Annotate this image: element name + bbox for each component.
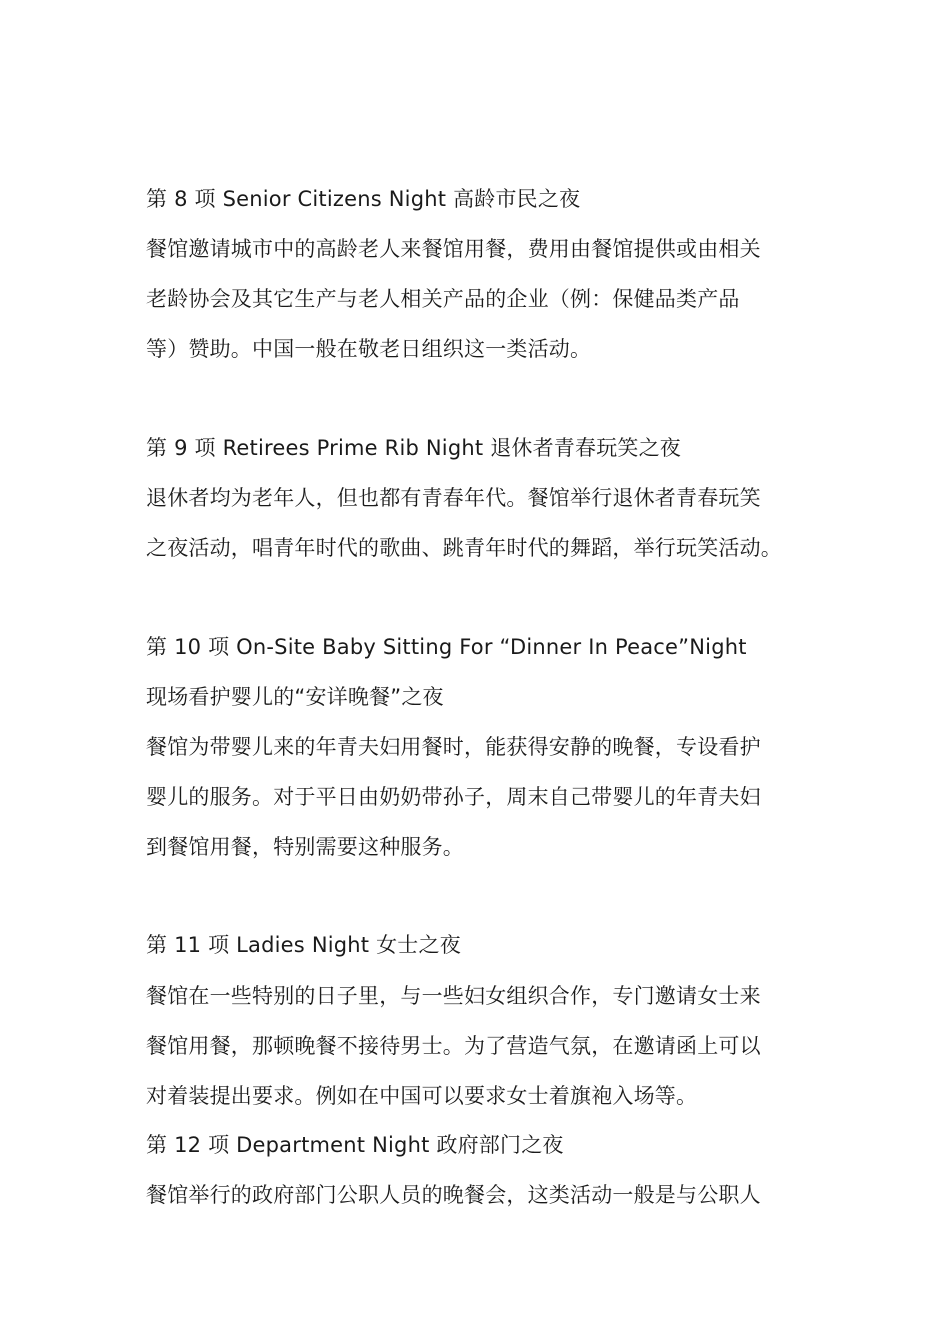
section-11-body-line-1: 餐馆在一些特别的日子里，与一些妇女组织合作，专门邀请女士来 bbox=[146, 984, 761, 1008]
section-12-body-line-1: 餐馆举行的政府部门公职人员的晚餐会，这类活动一般是与公职人 bbox=[146, 1183, 761, 1207]
section-11-heading: 第 11 项 Ladies Night 女士之夜 bbox=[146, 933, 461, 957]
section-10-heading: 第 10 项 On-Site Baby Sitting For “Dinner In Peace”Night bbox=[146, 635, 747, 659]
section-11-body-line-2: 餐馆用餐，那顿晚餐不接待男士。为了营造气氛，在邀请函上可以 bbox=[146, 1034, 761, 1058]
section-9-heading: 第 9 项 Retirees Prime Rib Night 退休者青春玩笑之夜 bbox=[146, 436, 681, 460]
section-12-heading: 第 12 项 Department Night 政府部门之夜 bbox=[146, 1133, 564, 1157]
section-8-body-line-2: 老龄协会及其它生产与老人相关产品的企业（例：保健品类产品 bbox=[146, 287, 740, 311]
section-8-body-line-3: 等）赞助。中国一般在敬老日组织这一类活动。 bbox=[146, 337, 592, 361]
section-8-body-line-1: 餐馆邀请城市中的高龄老人来餐馆用餐，费用由餐馆提供或由相关 bbox=[146, 237, 761, 261]
section-10-body-line-1: 餐馆为带婴儿来的年青夫妇用餐时，能获得安静的晚餐，专设看护 bbox=[146, 735, 761, 759]
section-9-body-line-1: 退休者均为老年人，但也都有青春年代。餐馆举行退休者青春玩笑 bbox=[146, 486, 761, 510]
section-10-body-line-2: 婴儿的服务。对于平日由奶奶带孙子，周末自己带婴儿的年青夫妇 bbox=[146, 785, 761, 809]
section-11-body-line-3: 对着装提出要求。例如在中国可以要求女士着旗袍入场等。 bbox=[146, 1084, 698, 1108]
section-10-heading-cn: 现场看护婴儿的“安详晚餐”之夜 bbox=[146, 685, 444, 709]
section-8-heading: 第 8 项 Senior Citizens Night 高龄市民之夜 bbox=[146, 187, 581, 211]
section-10-body-line-3: 到餐馆用餐，特别需要这种服务。 bbox=[146, 835, 464, 859]
section-9-body-line-2: 之夜活动，唱青年时代的歌曲、跳青年时代的舞蹈，举行玩笑活动。 bbox=[146, 536, 782, 560]
